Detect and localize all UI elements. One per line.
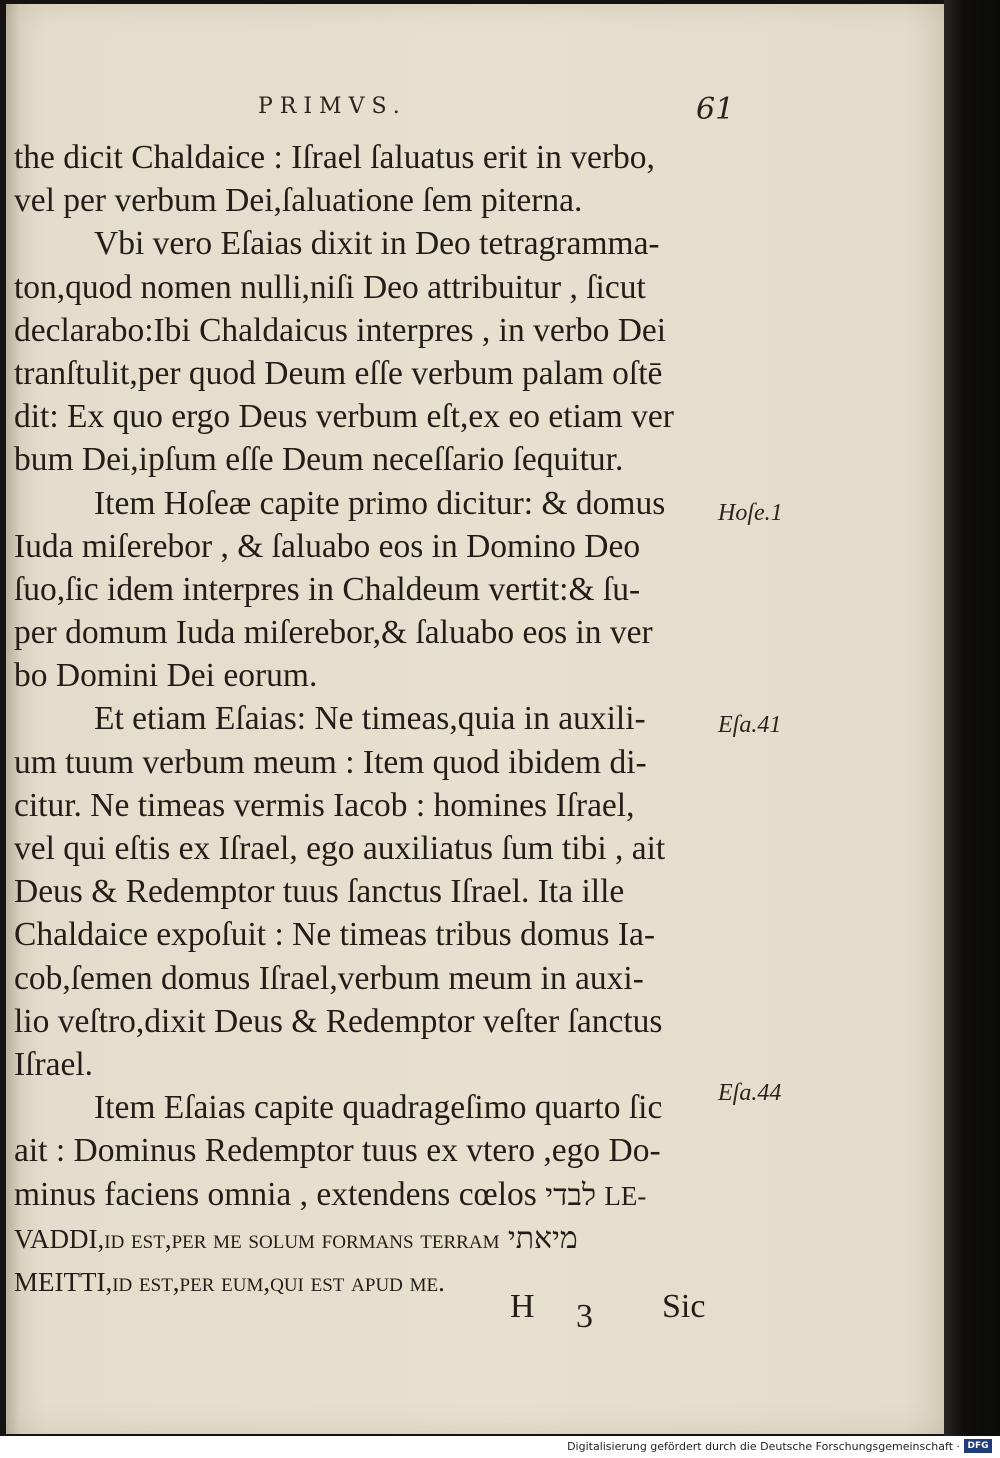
text-line: the dicit Chaldaice : Iſrael ſaluatus erit in verbo,: [14, 139, 655, 176]
dfg-logo: DFG: [964, 1439, 992, 1453]
hebrew-word: לבדי: [545, 1177, 597, 1213]
text-line: [14, 1259, 714, 1302]
margin-note-hosea: Hoſe.1: [718, 500, 783, 526]
text-line: Et etiam Eſaias: Ne timeas,quia in auxili-: [94, 700, 646, 738]
text-segment: minus faciens omnia , extendens cœlos: [14, 1175, 537, 1213]
text-line: ton,quod nomen nulli,niſi Deo attribuitur , ſicut: [14, 268, 646, 306]
catchword: Sic: [662, 1288, 706, 1325]
text-line: Item Eſaias capite quadrageſimo quarto ſic: [94, 1089, 663, 1127]
text-segment: MEITTI,id eſt,per eum,qui eſt apud me.: [14, 1266, 445, 1297]
text-line: declarabo:Ibi Chaldaicus interpres , in verbo Dei: [14, 311, 667, 349]
margin-note-esaias-44: Eſa.44: [718, 1080, 782, 1106]
text-line: lio veſtro,dixit Deus & Redemptor veſter ſanctus: [14, 1002, 663, 1040]
text-line: Vbi vero Eſaias dixit in Deo tetragramma-: [94, 225, 660, 263]
text-line: Deus & Redemptor tuus ſanctus Iſrael. Ita ille: [14, 873, 625, 911]
page-number: 61: [696, 92, 735, 127]
text-line: Chaldaice expoſuit : Ne timeas tribus domus Ia-: [14, 916, 655, 954]
text-line: ſuo,ſic idem interpres in Chaldeum vertit:& ſu-: [14, 570, 641, 608]
text-line: vel qui eſtis ex Iſrael, ego auxiliatus ſum tibi , ait: [14, 830, 666, 867]
signature-mark: H: [510, 1288, 535, 1325]
signature-number: 3: [576, 1298, 593, 1335]
text-line: bo Domini Dei eorum.: [14, 657, 318, 695]
footer-credit: Digitalisierung gefördert durch die Deutsche Forschungsgemeinschaft ·: [567, 1440, 960, 1453]
running-head: PRIMVS.: [258, 94, 407, 119]
page-gutter-shadow: [944, 0, 1000, 1436]
text-line: Iuda miſerebor , & ſaluabo eos in Domino Deo: [14, 527, 641, 565]
hebrew-word: מיאתי: [507, 1220, 578, 1256]
text-line: per domum Iuda miſerebor,& ſaluabo eos in ver: [14, 614, 653, 652]
transliteration: LE-: [604, 1180, 647, 1211]
text-line: dit: Ex quo ergo Deus verbum eſt,ex eo etiam ver: [14, 398, 674, 436]
body-text: [14, 136, 714, 1302]
text-line: ait : Dominus Redemptor tuus ex vtero ,ego Do-: [14, 1132, 661, 1170]
text-line: Iſrael.: [14, 1045, 94, 1083]
text-line: cob,ſemen domus Iſrael,verbum meum in auxi-: [14, 959, 644, 997]
text-segment: VADDI,id eſt,per me ſolum formans terram: [14, 1223, 500, 1254]
text-line: [14, 1216, 714, 1259]
margin-note-esaias-41: Eſa.41: [718, 712, 782, 738]
text-line: bum Dei,ipſum eſſe Deum neceſſario ſequitur.: [14, 441, 624, 479]
text-line: vel per verbum Dei,ſaluatione ſem piterna.: [14, 182, 583, 220]
text-line: tranſtulit,per quod Deum eſſe verbum palam oſtē: [14, 354, 663, 392]
text-line: um tuum verbum meum : Item quod ibidem di-: [14, 743, 647, 781]
text-line: Item Hoſeæ capite primo dicitur: & domus: [94, 484, 666, 522]
text-line: [14, 1173, 714, 1216]
text-line: citur. Ne timeas vermis Iacob : homines Iſrael,: [14, 786, 635, 824]
